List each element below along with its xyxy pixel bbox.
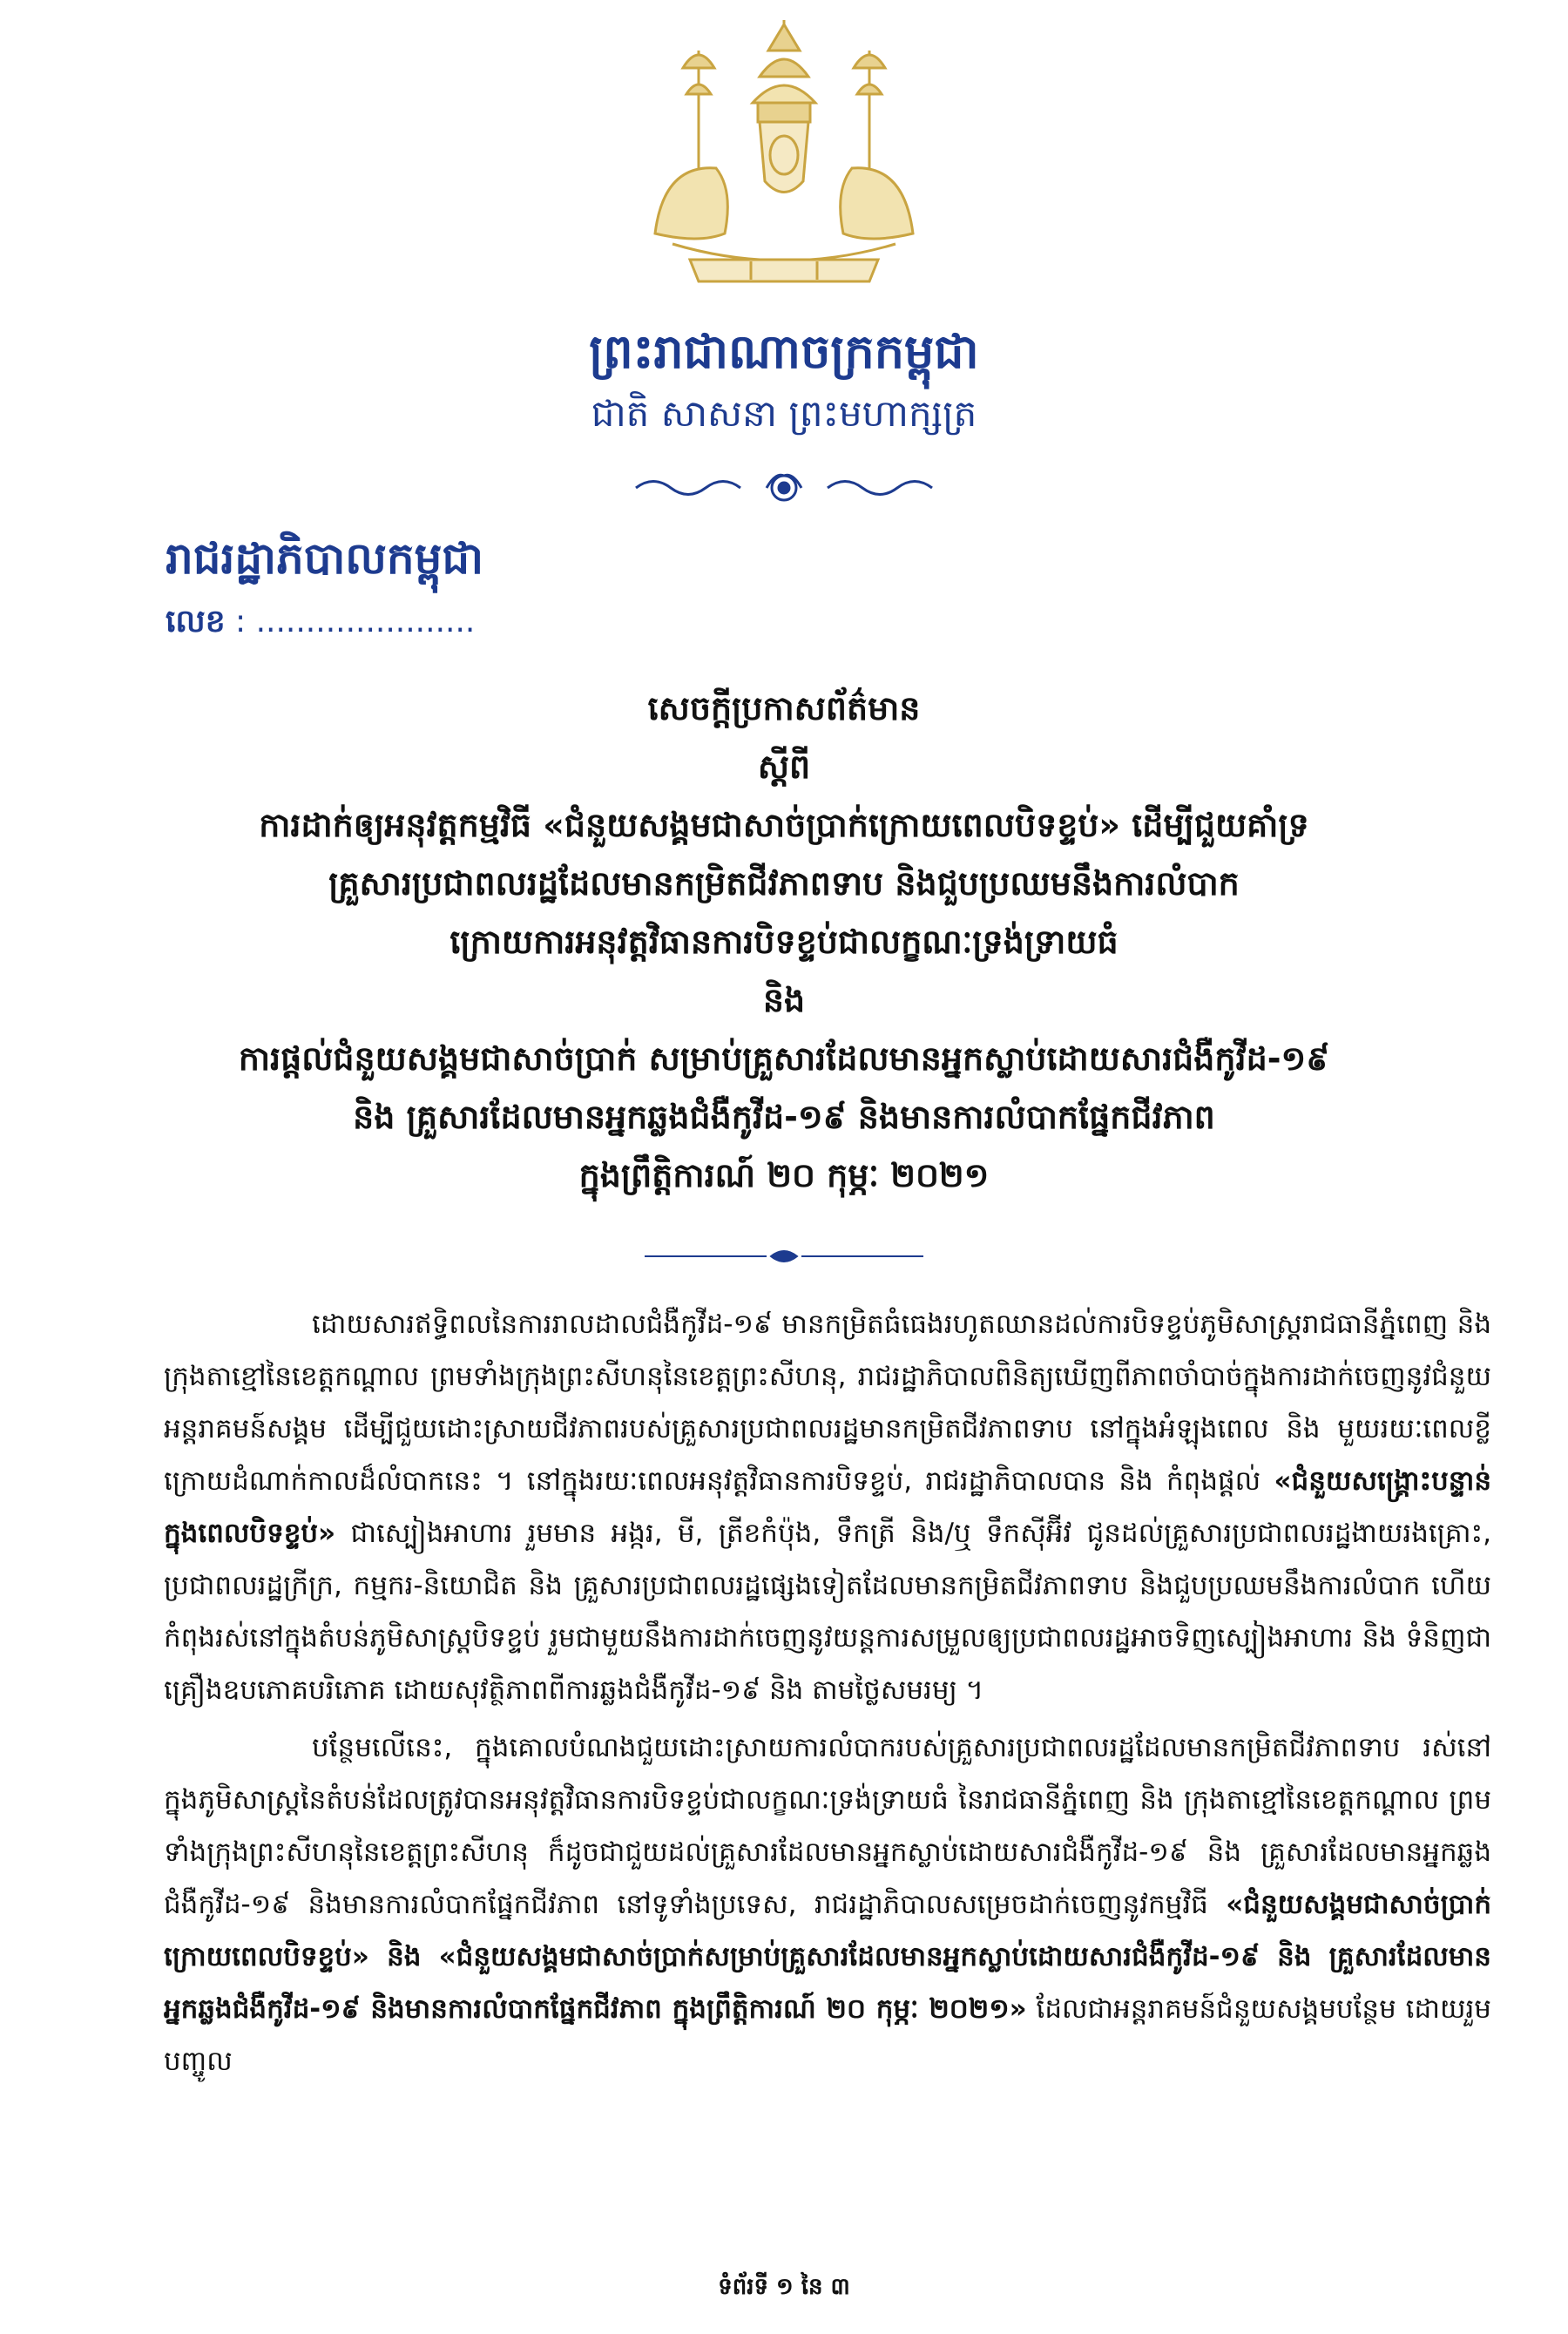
paragraph: [164, 1298, 1491, 1716]
paragraph-text: ដែលជាអន្តរាគមន៍ជំនួយសង្គមបន្ថែម ដោយរួមបញ្ចូល: [164, 1993, 1491, 2077]
body-text: [164, 1298, 1491, 2093]
title-line: សេចក្តីប្រកាសព័ត៌មាន: [647, 689, 921, 727]
press-release-title: [131, 680, 1437, 1205]
section-divider-icon: [645, 1246, 923, 1267]
government-name: រាជរដ្ឋាភិបាលកម្ពុជា: [166, 533, 483, 584]
page-number: ទំព័រទី ១ នៃ ៣: [718, 2274, 850, 2300]
title-line: និង: [762, 981, 806, 1019]
number-label: លេខ: [166, 604, 226, 639]
paragraph-text: ជាស្បៀងអាហារ រួមមាន អង្ករ, មី, ត្រីខកំប៉ុង, ទឹកត្រី និង/ឬ ទឹកស៊ីអ៊ីវ ជូនដល់គ្រួសារប្រជាពលរដ្ឋងាយរងគ្រោះ, ប្រជាពលរដ្ឋក្រីក្រ, កម្មករ-និយោជិត និង គ្រួសារប្រជាពលរដ្ឋផ្សេងទៀតដែលមានកម្រិតជីវភាពទាប និងជួបប្រឈមនឹងការលំបាក ហើយកំពុងរស់នៅក្នុងតំបន់ភូមិសាស្ត្របិទខ្ទប់ រួមជាមួយនឹងការដាក់ចេញនូវយន្តការសម្រួលឲ្យប្រជាពលរដ្ឋអាចទិញស្បៀងអាហារ និង ទំនិញជាគ្រឿងឧបភោគបរិភោគ ដោយសុវត្ថិភាពពីការឆ្លងជំងឺកូវីដ-១៩ និង តាមថ្លៃសមរម្យ ។: [164, 1518, 1491, 1706]
title-line: និង គ្រួសារដែលមានអ្នកឆ្លងជំងឺកូវីដ-១៩ និងមានការលំបាកផ្នែកជីវភាព: [353, 1098, 1215, 1136]
title-line: ក្នុងព្រឹត្តិការណ៍ ២០ កុម្ភៈ ២០២១: [578, 1156, 990, 1194]
paragraph-text: ដោយសារឥទ្ធិពលនៃការរាលដាលជំងឺកូវីដ-១៩ មានកម្រិតធំធេងរហូតឈានដល់ការបិទខ្ទប់ភូមិសាស្ត្ររាជធានីភ្នំពេញ និង ក្រុងតាខ្មៅនៃខេត្តកណ្តាល ព្រមទាំងក្រុងព្រះសីហនុនៃខេត្តព្រះសីហនុ, រាជរដ្ឋាភិបាលពិនិត្យឃើញពីភាពចាំបាច់ក្នុងការដាក់ចេញនូវជំនួយអន្តរាគមន៍សង្គម ដើម្បីជួយដោះស្រាយជីវភាពរបស់គ្រួសារប្រជាពលរដ្ឋមានកម្រិតជីវភាពទាប នៅក្នុងអំឡុងពេល និង មួយរយៈពេលខ្លីក្រោយដំណាក់កាលដ៏លំបាកនេះ ។ នៅក្នុងរយៈពេលអនុវត្តវិធានការបិទខ្ទប់, រាជរដ្ឋាភិបាលបាន និង កំពុងផ្តល់: [164, 1309, 1491, 1497]
paragraph: [164, 1722, 1491, 2087]
kingdom-heading: ព្រះរាជាណាចក្រកម្ពុជា: [589, 324, 979, 379]
ornament-divider-icon: [627, 462, 941, 514]
title-line: ក្រោយការអនុវត្តវិធានការបិទខ្ទប់ជាលក្ខណៈទ្រង់ទ្រាយធំ: [449, 923, 1119, 961]
title-line: ការផ្តល់ជំនួយសង្គមជាសាច់ប្រាក់ សម្រាប់គ្រួសារដែលមានអ្នកស្លាប់ដោយសារជំងឺកូវីដ-១៩: [238, 1039, 1330, 1078]
number-value: : ......................: [235, 604, 476, 639]
title-line: ស្តីពី: [757, 748, 811, 786]
paragraph-bold-text: «ជំនួយសង្គមជាសាច់ប្រាក់ក្រោយពេលបិទខ្ទប់» និង «ជំនួយសង្គមជាសាច់ប្រាក់សម្រាប់គ្រួសារដែលមានអ្នកស្លាប់ដោយសារជំងឺកូវីដ-១៩ និង គ្រួសារដែលមានអ្នកឆ្លងជំងឺកូវីដ-១៩ និងមានការលំបាកផ្នែកជីវភាព ក្នុងព្រឹត្តិការណ៍ ២០ កុម្ភៈ ២០២១»: [164, 1889, 1491, 2025]
paragraph-bold-text: «ជំនួយសង្គ្រោះបន្ទាន់ក្នុងពេលបិទខ្ទប់»: [164, 1465, 1491, 1549]
paragraph-text: បន្ថែមលើនេះ, ក្នុងគោលបំណងជួយដោះស្រាយការលំបាករបស់គ្រួសារប្រជាពលរដ្ឋដែលមានកម្រិតជីវភាពទាប រស់នៅក្នុងភូមិសាស្ត្រនៃតំបន់ដែលត្រូវបានអនុវត្តវិធានការបិទខ្ទប់ជាលក្ខណៈទ្រង់ទ្រាយធំ នៃរាជធានីភ្នំពេញ និង ក្រុងតាខ្មៅនៃខេត្តកណ្តាល ព្រមទាំងក្រុងព្រះសីហនុនៃខេត្តព្រះសីហនុ ក៏ដូចជាជួយដល់គ្រួសារដែលមានអ្នកស្លាប់ដោយសារជំងឺកូវីដ-១៩ និង គ្រួសារដែលមានអ្នកឆ្លងជំងឺកូវីដ-១៩ និងមានការលំបាកផ្នែកជីវភាព នៅទូទាំងប្រទេស, រាជរដ្ឋាភិបាលសម្រេចដាក់ចេញនូវកម្មវិធី: [164, 1732, 1491, 1920]
title-line: គ្រួសារប្រជាពលរដ្ឋដែលមានកម្រិតជីវភាពទាប និងជួបប្រឈមនឹងការលំបាក: [328, 864, 1240, 903]
title-line: ការដាក់ឲ្យអនុវត្តកម្មវិធី «ជំនួយសង្គមជាសាច់ប្រាក់ក្រោយពេលបិទខ្ទប់» ដើម្បីជួយគាំទ្រ: [259, 806, 1309, 844]
royal-emblem: [638, 16, 930, 294]
national-motto: ជាតិ សាសនា ព្រះមហាក្សត្រ: [591, 392, 977, 435]
reference-number: [166, 601, 475, 647]
